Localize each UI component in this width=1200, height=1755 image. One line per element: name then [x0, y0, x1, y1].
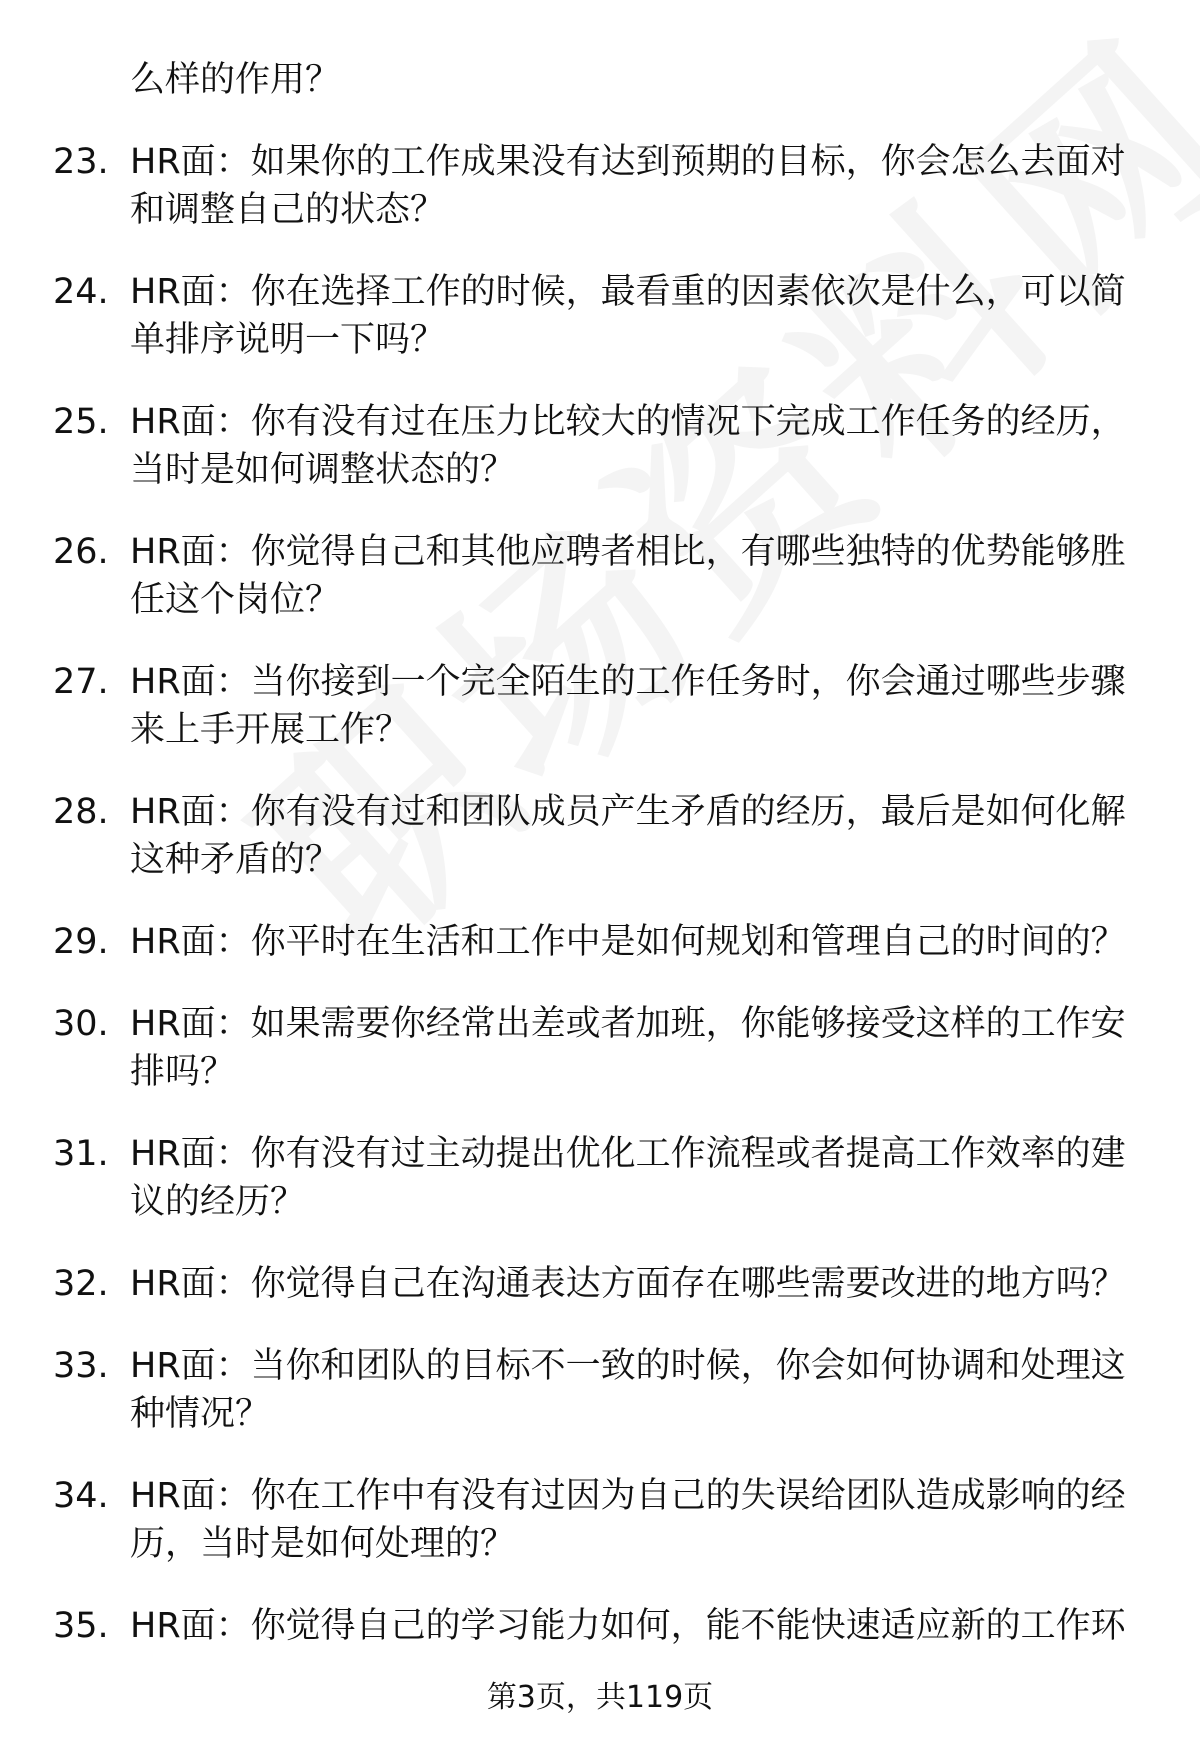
list-item-number: 24.	[53, 272, 109, 312]
list-item	[0, 1472, 1200, 1568]
list-item	[0, 1000, 1200, 1096]
list-item-text: HR面：你平时在生活和工作中是如何规划和管理自己的时间的？	[130, 922, 1126, 962]
list-item-number: 25.	[53, 402, 109, 442]
list-item-number: 27.	[53, 662, 109, 702]
list-item-number: 31.	[53, 1134, 109, 1174]
list-item-text: HR面：当你接到一个完全陌生的工作任务时，你会通过哪些步骤来上手开展工作？	[130, 662, 1126, 750]
list-item-text: HR面：你有没有过在压力比较大的情况下完成工作任务的经历，当时是如何调整状态的？	[130, 402, 1126, 490]
list-item	[0, 658, 1200, 754]
list-item	[0, 528, 1200, 624]
list-item-text: HR面：你有没有过和团队成员产生矛盾的经历，最后是如何化解这种矛盾的？	[130, 792, 1126, 880]
list-item-number: 34.	[53, 1476, 109, 1516]
list-item-text: HR面：你在选择工作的时候，最看重的因素依次是什么，可以简单排序说明一下吗？	[130, 272, 1126, 360]
list-item-number: 23.	[53, 142, 109, 182]
page-footer: 第3页，共119页	[486, 1680, 714, 1715]
list-item	[0, 398, 1200, 494]
list-item-text: HR面：你有没有过主动提出优化工作流程或者提高工作效率的建议的经历？	[130, 1134, 1126, 1222]
list-item-text: HR面：你觉得自己在沟通表达方面存在哪些需要改进的地方吗？	[130, 1264, 1126, 1304]
list-item-number: 35.	[53, 1606, 109, 1646]
list-item	[0, 268, 1200, 364]
list-item-number: 26.	[53, 532, 109, 572]
list-item	[0, 1260, 1200, 1308]
list-item-text: HR面：如果需要你经常出差或者加班，你能够接受这样的工作安排吗？	[130, 1004, 1126, 1092]
list-item-number: 29.	[53, 922, 109, 962]
list-item	[0, 138, 1200, 234]
list-item	[0, 1342, 1200, 1438]
list-item-number: 33.	[53, 1346, 109, 1386]
list-item-text: HR面：你在工作中有没有过因为自己的失误给团队造成影响的经历，当时是如何处理的？	[130, 1476, 1126, 1564]
list-item-number: 32.	[53, 1264, 109, 1304]
list-item-number: 28.	[53, 792, 109, 832]
list-item-text: HR面：当你和团队的目标不一致的时候，你会如何协调和处理这种情况？	[130, 1346, 1126, 1434]
list-item-text: HR面：你觉得自己的学习能力如何，能不能快速适应新的工作环	[130, 1606, 1126, 1646]
list-item	[0, 1130, 1200, 1226]
list-item	[0, 918, 1200, 966]
list-item-number: 30.	[53, 1004, 109, 1044]
list-item-text: HR面：你觉得自己和其他应聘者相比，有哪些独特的优势能够胜任这个岗位？	[130, 532, 1126, 620]
list-item	[0, 1602, 1200, 1650]
list-item-continuation	[0, 56, 1200, 104]
list-item-text: HR面：如果你的工作成果没有达到预期的目标，你会怎么去面对和调整自己的状态？	[130, 142, 1126, 230]
continuation-text: 么样的作用？	[130, 60, 341, 100]
list-item	[0, 788, 1200, 884]
question-list	[0, 56, 1200, 1684]
